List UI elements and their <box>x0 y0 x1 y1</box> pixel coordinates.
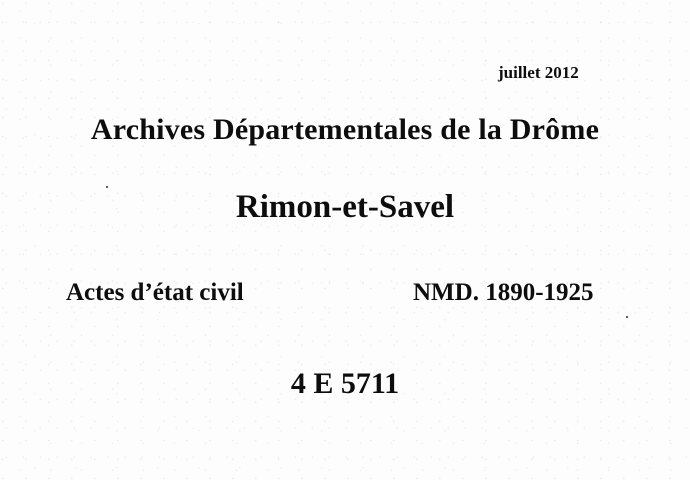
archive-reference: 4 E 5711 <box>290 367 400 400</box>
scan-speck <box>106 186 108 188</box>
series-label: Actes d’état civil <box>66 279 244 306</box>
commune-name: Rimon-et-Savel <box>235 189 455 225</box>
institution-title: Archives Départementales de la Drôme <box>90 113 600 146</box>
document-date: juillet 2012 <box>498 63 579 82</box>
scan-speck <box>626 316 628 318</box>
series-range: NMD. 1890-1925 <box>413 279 594 306</box>
